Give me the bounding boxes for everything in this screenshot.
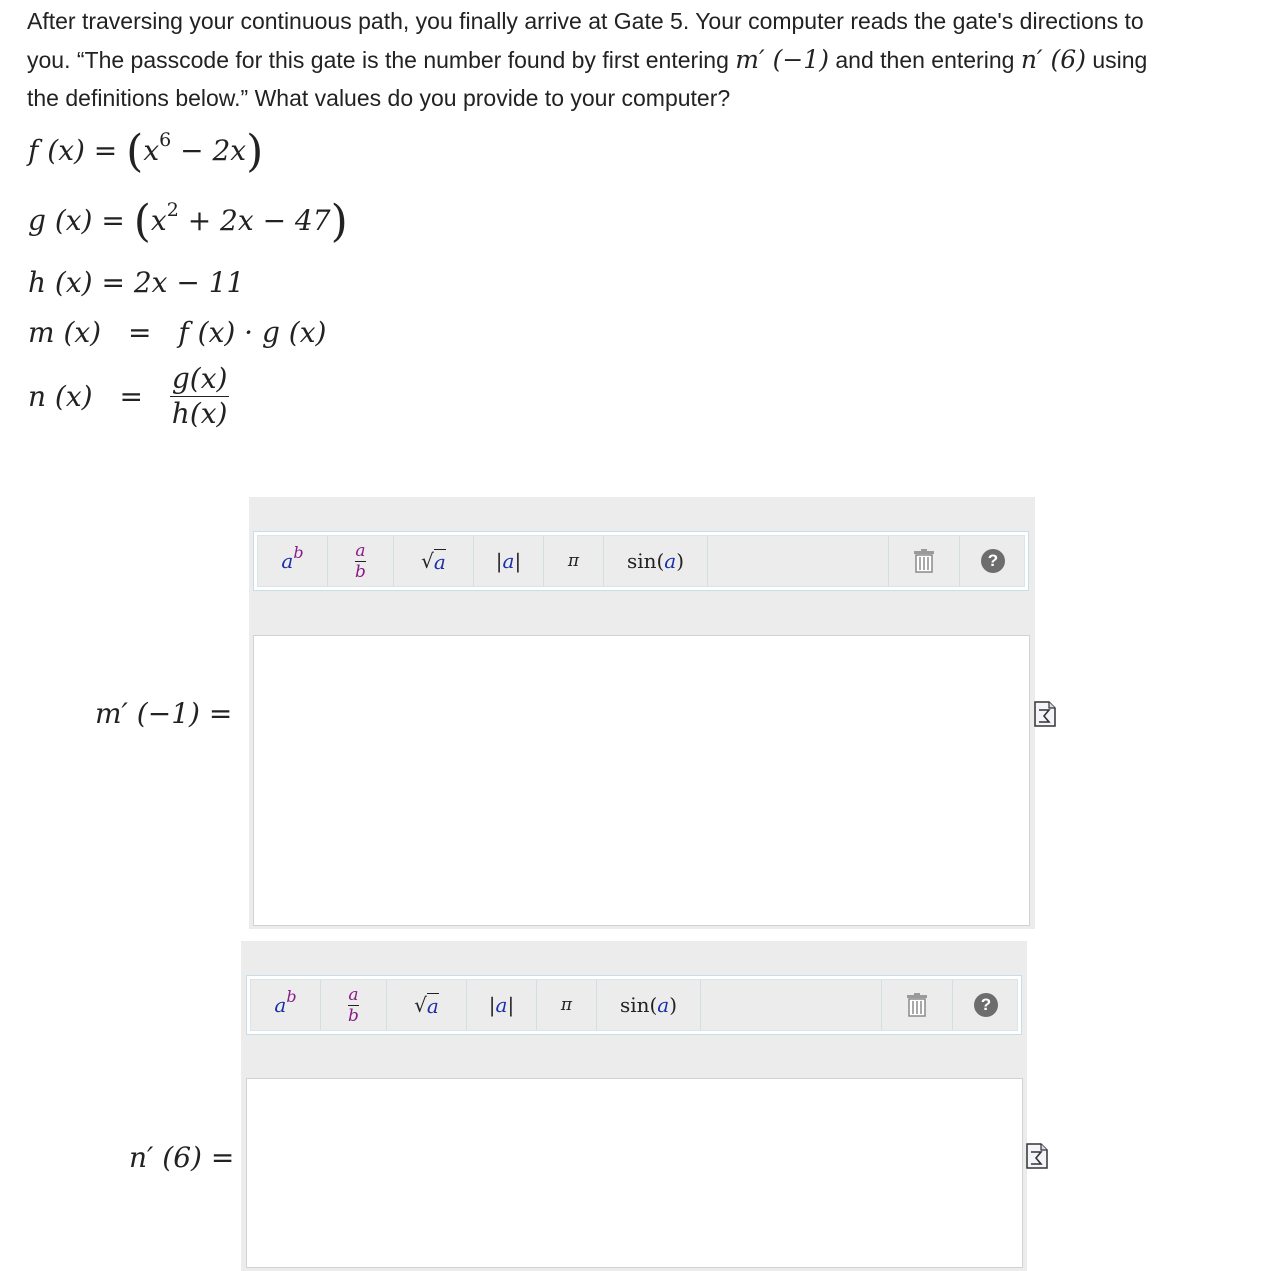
help-button[interactable]	[960, 536, 1026, 586]
trash-icon[interactable]	[881, 980, 953, 1030]
n-fraction: $\frac{g(x)}{h(x)}$	[171, 362, 228, 430]
pi-button[interactable]: π	[537, 980, 597, 1030]
math-toolbar-1	[253, 531, 1029, 591]
answer-input-1[interactable]	[253, 635, 1030, 926]
power-button[interactable]: a b	[258, 536, 328, 586]
answer-input-2[interactable]	[246, 1078, 1023, 1268]
sin-button[interactable]: sin ( a )	[597, 980, 701, 1030]
power-button[interactable]: a b	[251, 980, 321, 1030]
pi-button[interactable]: π	[544, 536, 604, 586]
sqrt-button[interactable]: √ a	[387, 980, 467, 1030]
help-icon: ?	[981, 549, 1005, 573]
trash-icon[interactable]	[888, 536, 960, 586]
m-prime-ref: m′ (−1)	[735, 44, 829, 74]
problem-line-3: the definitions below.” What values do you provide to your computer?	[27, 85, 731, 111]
help-button[interactable]	[953, 980, 1019, 1030]
sqrt-button[interactable]: √ a	[394, 536, 474, 586]
definition-m: m (x) = f (x) · g (x)	[28, 316, 327, 349]
problem-line-2: you. “The passcode for this gate is the number found by first entering m′ (−1) and then entering n′ (6) using	[27, 44, 1148, 74]
answer-label-2: n′ (6) =	[129, 1141, 235, 1174]
abs-button[interactable]: | a |	[474, 536, 544, 586]
problem-line-1: After traversing your continuous path, you finally arrive at Gate 5. Your computer reads the gate's directions to	[27, 8, 1144, 34]
help-icon: ?	[974, 993, 998, 1017]
fraction-button[interactable]: a b	[328, 536, 394, 586]
equation-editor-icon[interactable]	[1034, 701, 1056, 727]
math-toolbar-2	[246, 975, 1022, 1035]
sin-button[interactable]: sin ( a )	[604, 536, 708, 586]
definition-f: f $(x) = (x^6 - 2x)$	[28, 126, 264, 177]
definition-n: n (x) = $\frac{g(x)}{h(x)}$	[28, 362, 228, 430]
problem-statement	[27, 2, 1278, 118]
definition-g: g $(x) = (x^2 + 2x - 47)$	[28, 196, 348, 247]
answer-label-1: m′ (−1) =	[95, 697, 233, 730]
abs-button[interactable]: | a |	[467, 980, 537, 1030]
definition-h: h (x) = 2x − 11	[28, 266, 245, 299]
n-prime-ref: n′ (6)	[1020, 44, 1086, 74]
equation-editor-icon[interactable]	[1026, 1143, 1048, 1169]
fraction-button[interactable]: a b	[321, 980, 387, 1030]
